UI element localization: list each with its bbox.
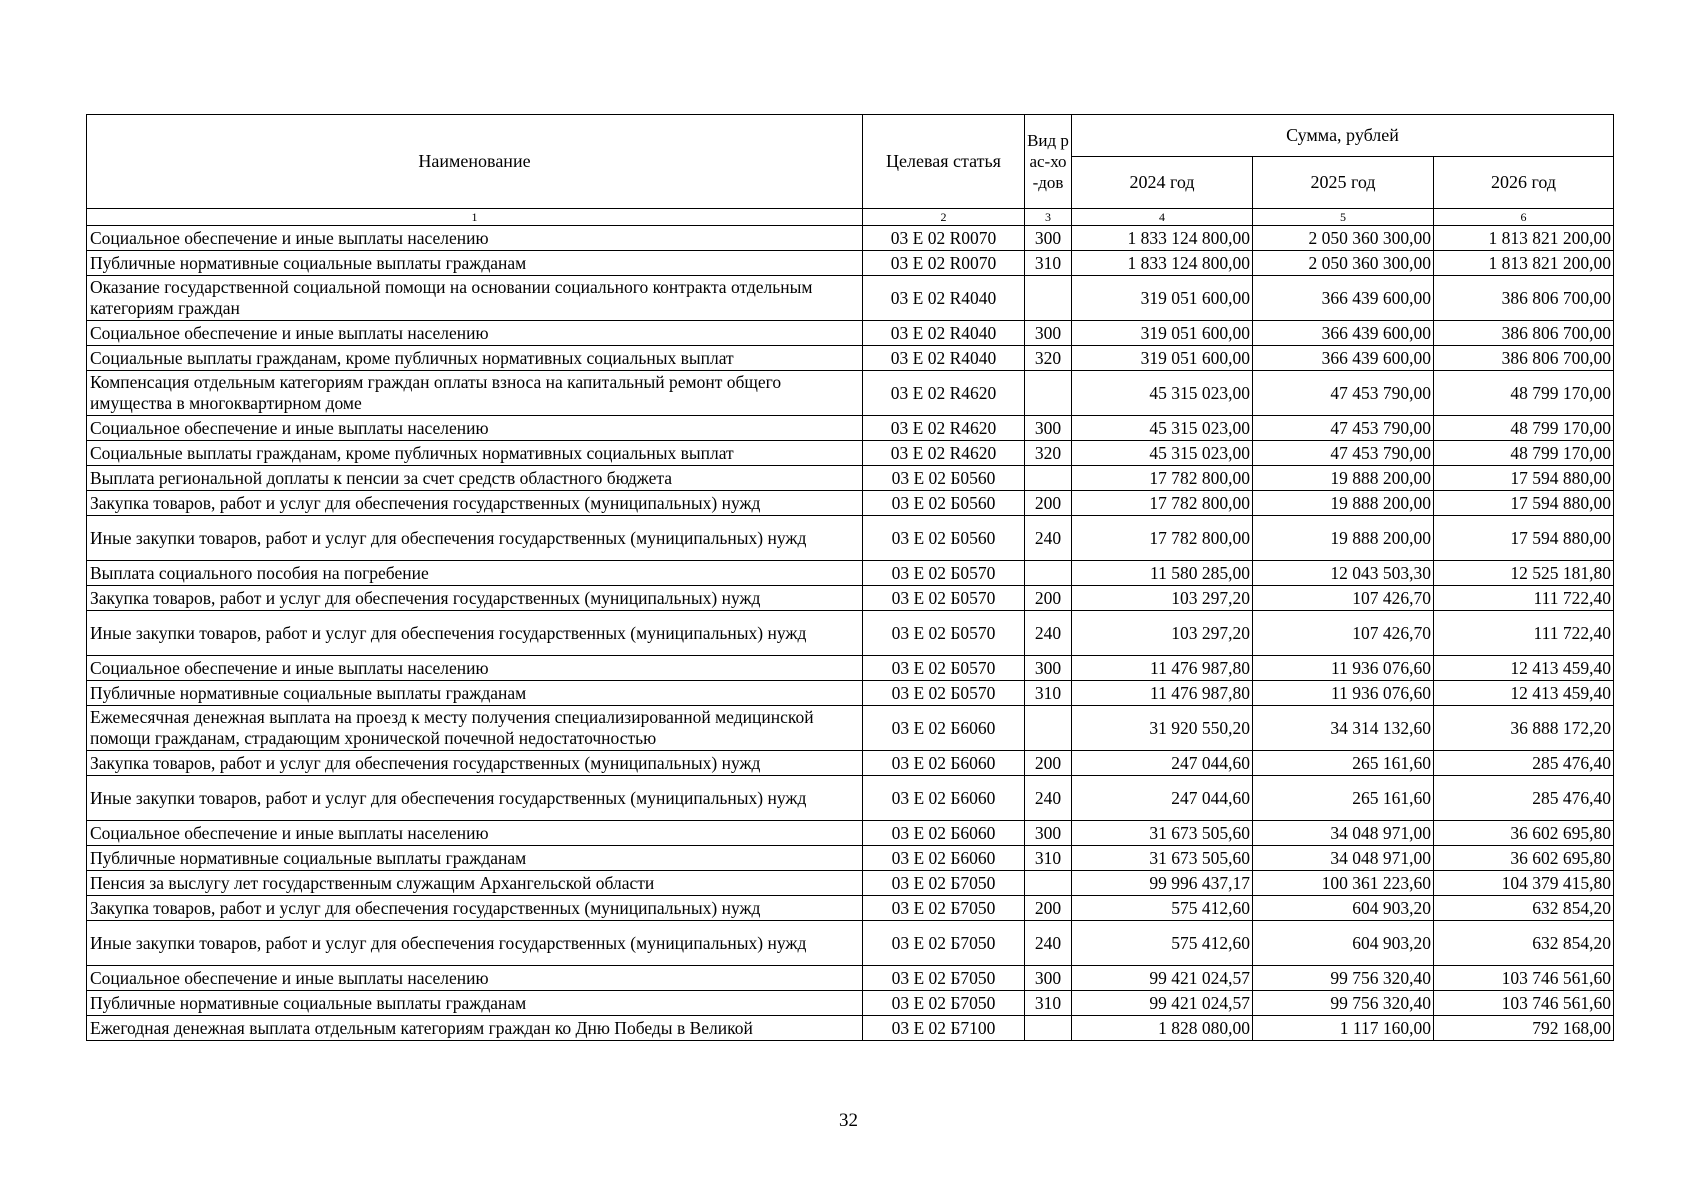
table-row: [87, 371, 1614, 416]
budget-table: [86, 114, 1614, 1041]
row-sum-2026-cell: 111 722,40: [1434, 611, 1614, 656]
col-number-6: 6: [1434, 209, 1614, 226]
row-expense-type-cell: 200: [1025, 751, 1072, 776]
row-expense-type-cell: 240: [1025, 921, 1072, 966]
row-sum-2025-cell: 604 903,20: [1253, 921, 1434, 966]
row-sum-2024-cell: 45 315 023,00: [1072, 371, 1253, 416]
row-sum-2025-cell: 19 888 200,00: [1253, 466, 1434, 491]
row-target-article-cell: 03 Е 02 R4040: [863, 276, 1025, 321]
row-expense-type-cell: [1025, 871, 1072, 896]
row-sum-2025-cell: 1 117 160,00: [1253, 1016, 1434, 1041]
row-sum-2025-cell: 11 936 076,60: [1253, 656, 1434, 681]
row-sum-2024-cell: 575 412,60: [1072, 896, 1253, 921]
row-name-cell: Пенсия за выслугу лет государственным служащим Архангельской области: [87, 871, 863, 896]
row-name-cell: Социальные выплаты гражданам, кроме публичных нормативных социальных выплат: [87, 441, 863, 466]
row-sum-2024-cell: 247 044,60: [1072, 776, 1253, 821]
row-target-article-cell: 03 Е 02 Б0560: [863, 516, 1025, 561]
header-year-2026: 2026 год: [1434, 157, 1614, 209]
row-target-article-cell: 03 Е 02 Б0570: [863, 656, 1025, 681]
row-name-cell: Публичные нормативные социальные выплаты гражданам: [87, 991, 863, 1016]
table-row: [87, 491, 1614, 516]
row-expense-type-cell: 300: [1025, 321, 1072, 346]
row-sum-2026-cell: 17 594 880,00: [1434, 516, 1614, 561]
row-sum-2026-cell: 103 746 561,60: [1434, 991, 1614, 1016]
col-number-1: 1: [87, 209, 863, 226]
row-sum-2024-cell: 17 782 800,00: [1072, 491, 1253, 516]
row-sum-2026-cell: 17 594 880,00: [1434, 491, 1614, 516]
row-sum-2026-cell: 285 476,40: [1434, 776, 1614, 821]
row-name-cell: Социальное обеспечение и иные выплаты населению: [87, 226, 863, 251]
table-row: [87, 586, 1614, 611]
row-sum-2026-cell: 386 806 700,00: [1434, 346, 1614, 371]
row-sum-2025-cell: 47 453 790,00: [1253, 416, 1434, 441]
col-number-4: 4: [1072, 209, 1253, 226]
table-row: [87, 226, 1614, 251]
row-sum-2024-cell: 11 476 987,80: [1072, 681, 1253, 706]
row-target-article-cell: 03 Е 02 R4040: [863, 321, 1025, 346]
row-name-cell: Социальное обеспечение и иные выплаты населению: [87, 656, 863, 681]
row-sum-2024-cell: 45 315 023,00: [1072, 441, 1253, 466]
header-sum: Сумма, рублей: [1072, 115, 1614, 157]
row-name-cell: Закупка товаров, работ и услуг для обеспечения государственных (муниципальных) нужд: [87, 586, 863, 611]
row-target-article-cell: 03 Е 02 R0070: [863, 251, 1025, 276]
row-name-cell: Выплата социального пособия на погребение: [87, 561, 863, 586]
row-sum-2025-cell: 47 453 790,00: [1253, 441, 1434, 466]
row-name-cell: Социальные выплаты гражданам, кроме публичных нормативных социальных выплат: [87, 346, 863, 371]
row-target-article-cell: 03 Е 02 Б7050: [863, 921, 1025, 966]
row-sum-2024-cell: 575 412,60: [1072, 921, 1253, 966]
row-sum-2025-cell: 19 888 200,00: [1253, 491, 1434, 516]
row-target-article-cell: 03 Е 02 Б7050: [863, 966, 1025, 991]
row-target-article-cell: 03 Е 02 R4620: [863, 441, 1025, 466]
row-name-cell: Ежемесячная денежная выплата на проезд к месту получения специализированной медицинской помощи гражданам, страдающим хронической почечной недостаточностью: [87, 706, 863, 751]
row-expense-type-cell: 240: [1025, 611, 1072, 656]
row-target-article-cell: 03 Е 02 Б7050: [863, 991, 1025, 1016]
header-expense-type: Вид рас-хо-дов: [1025, 115, 1072, 209]
row-expense-type-cell: 300: [1025, 656, 1072, 681]
row-sum-2026-cell: 285 476,40: [1434, 751, 1614, 776]
header-year-2024: 2024 год: [1072, 157, 1253, 209]
row-expense-type-cell: 320: [1025, 441, 1072, 466]
row-expense-type-cell: 310: [1025, 846, 1072, 871]
col-number-3: 3: [1025, 209, 1072, 226]
table-row: [87, 346, 1614, 371]
row-sum-2025-cell: 604 903,20: [1253, 896, 1434, 921]
col-number-5: 5: [1253, 209, 1434, 226]
row-sum-2024-cell: 17 782 800,00: [1072, 466, 1253, 491]
row-sum-2025-cell: 19 888 200,00: [1253, 516, 1434, 561]
row-name-cell: Социальное обеспечение и иные выплаты населению: [87, 821, 863, 846]
header-target-article: [863, 115, 1025, 209]
row-target-article-cell: 03 Е 02 Б6060: [863, 846, 1025, 871]
table-row: [87, 871, 1614, 896]
row-expense-type-cell: 240: [1025, 776, 1072, 821]
table-row: [87, 561, 1614, 586]
row-target-article-cell: 03 Е 02 Б0570: [863, 586, 1025, 611]
row-name-cell: Иные закупки товаров, работ и услуг для обеспечения государственных (муниципальных) нужд: [87, 611, 863, 656]
row-sum-2026-cell: 36 602 695,80: [1434, 846, 1614, 871]
row-sum-2025-cell: 366 439 600,00: [1253, 276, 1434, 321]
row-sum-2026-cell: 48 799 170,00: [1434, 441, 1614, 466]
row-target-article-cell: 03 Е 02 R4620: [863, 416, 1025, 441]
table-row: [87, 1016, 1614, 1041]
row-expense-type-cell: 310: [1025, 681, 1072, 706]
row-expense-type-cell: 300: [1025, 966, 1072, 991]
row-sum-2024-cell: 1 833 124 800,00: [1072, 226, 1253, 251]
row-sum-2026-cell: 12 413 459,40: [1434, 656, 1614, 681]
row-expense-type-cell: [1025, 561, 1072, 586]
row-expense-type-cell: 300: [1025, 821, 1072, 846]
row-sum-2025-cell: 47 453 790,00: [1253, 371, 1434, 416]
row-sum-2024-cell: 103 297,20: [1072, 586, 1253, 611]
row-sum-2025-cell: 11 936 076,60: [1253, 681, 1434, 706]
row-sum-2026-cell: 12 525 181,80: [1434, 561, 1614, 586]
table-row: [87, 251, 1614, 276]
row-sum-2025-cell: 107 426,70: [1253, 611, 1434, 656]
row-sum-2025-cell: 99 756 320,40: [1253, 991, 1434, 1016]
row-expense-type-cell: [1025, 466, 1072, 491]
row-target-article-cell: 03 Е 02 Б6060: [863, 821, 1025, 846]
table-row: [87, 921, 1614, 966]
row-expense-type-cell: 240: [1025, 516, 1072, 561]
row-expense-type-cell: [1025, 1016, 1072, 1041]
row-name-cell: Публичные нормативные социальные выплаты гражданам: [87, 251, 863, 276]
row-name-cell: Социальное обеспечение и иные выплаты населению: [87, 966, 863, 991]
row-name-cell: Выплата региональной доплаты к пенсии за счет средств областного бюджета: [87, 466, 863, 491]
table-row: [87, 466, 1614, 491]
table-body: [87, 226, 1614, 1041]
row-expense-type-cell: 300: [1025, 226, 1072, 251]
row-sum-2024-cell: 319 051 600,00: [1072, 321, 1253, 346]
table-row: [87, 276, 1614, 321]
table-row: [87, 846, 1614, 871]
row-sum-2025-cell: 100 361 223,60: [1253, 871, 1434, 896]
row-expense-type-cell: 300: [1025, 416, 1072, 441]
row-expense-type-cell: 310: [1025, 251, 1072, 276]
row-sum-2024-cell: 319 051 600,00: [1072, 276, 1253, 321]
row-expense-type-cell: [1025, 276, 1072, 321]
row-target-article-cell: 03 Е 02 Б7050: [863, 896, 1025, 921]
row-sum-2026-cell: 36 602 695,80: [1434, 821, 1614, 846]
row-expense-type-cell: 200: [1025, 491, 1072, 516]
row-name-cell: Публичные нормативные социальные выплаты гражданам: [87, 846, 863, 871]
row-sum-2026-cell: 111 722,40: [1434, 586, 1614, 611]
table-row: [87, 706, 1614, 751]
row-sum-2026-cell: 792 168,00: [1434, 1016, 1614, 1041]
header-target-label: Целевая статья: [886, 151, 1001, 171]
row-target-article-cell: 03 Е 02 R4620: [863, 371, 1025, 416]
row-sum-2024-cell: 103 297,20: [1072, 611, 1253, 656]
page-number: 32: [839, 1110, 858, 1131]
row-target-article-cell: 03 Е 02 Б7050: [863, 871, 1025, 896]
row-sum-2025-cell: 366 439 600,00: [1253, 346, 1434, 371]
row-sum-2026-cell: 48 799 170,00: [1434, 416, 1614, 441]
row-expense-type-cell: 200: [1025, 896, 1072, 921]
row-name-cell: Иные закупки товаров, работ и услуг для обеспечения государственных (муниципальных) нужд: [87, 516, 863, 561]
row-sum-2025-cell: 34 314 132,60: [1253, 706, 1434, 751]
row-sum-2025-cell: 34 048 971,00: [1253, 821, 1434, 846]
row-target-article-cell: 03 Е 02 Б0560: [863, 466, 1025, 491]
budget-table-page: [86, 114, 1613, 1041]
row-sum-2026-cell: 103 746 561,60: [1434, 966, 1614, 991]
row-sum-2024-cell: 31 920 550,20: [1072, 706, 1253, 751]
row-sum-2026-cell: 386 806 700,00: [1434, 276, 1614, 321]
row-sum-2024-cell: 17 782 800,00: [1072, 516, 1253, 561]
table-row: [87, 776, 1614, 821]
row-sum-2024-cell: 247 044,60: [1072, 751, 1253, 776]
row-name-cell: Компенсация отдельным категориям граждан оплаты взноса на капитальный ремонт общего имущества в многоквартирном доме: [87, 371, 863, 416]
row-sum-2025-cell: 366 439 600,00: [1253, 321, 1434, 346]
row-sum-2025-cell: 2 050 360 300,00: [1253, 251, 1434, 276]
col-number-2: 2: [863, 209, 1025, 226]
row-target-article-cell: 03 Е 02 Б7100: [863, 1016, 1025, 1041]
row-target-article-cell: 03 Е 02 Б0570: [863, 681, 1025, 706]
row-sum-2024-cell: 11 580 285,00: [1072, 561, 1253, 586]
header-year-2025: 2025 год: [1253, 157, 1434, 209]
row-expense-type-cell: [1025, 706, 1072, 751]
table-row: [87, 656, 1614, 681]
row-target-article-cell: 03 Е 02 Б6060: [863, 776, 1025, 821]
table-row: [87, 896, 1614, 921]
row-name-cell: Социальное обеспечение и иные выплаты населению: [87, 416, 863, 441]
row-name-cell: Закупка товаров, работ и услуг для обеспечения государственных (муниципальных) нужд: [87, 896, 863, 921]
row-sum-2026-cell: 17 594 880,00: [1434, 466, 1614, 491]
row-sum-2025-cell: 265 161,60: [1253, 751, 1434, 776]
row-name-cell: Публичные нормативные социальные выплаты гражданам: [87, 681, 863, 706]
row-expense-type-cell: 310: [1025, 991, 1072, 1016]
row-sum-2024-cell: 31 673 505,60: [1072, 846, 1253, 871]
table-row: [87, 966, 1614, 991]
table-row: [87, 321, 1614, 346]
row-expense-type-cell: [1025, 371, 1072, 416]
table-row: [87, 441, 1614, 466]
table-row: [87, 751, 1614, 776]
row-sum-2025-cell: 107 426,70: [1253, 586, 1434, 611]
row-sum-2024-cell: 11 476 987,80: [1072, 656, 1253, 681]
row-target-article-cell: 03 Е 02 Б6060: [863, 706, 1025, 751]
row-sum-2024-cell: 1 828 080,00: [1072, 1016, 1253, 1041]
row-sum-2024-cell: 99 996 437,17: [1072, 871, 1253, 896]
row-sum-2026-cell: 104 379 415,80: [1434, 871, 1614, 896]
table-row: [87, 681, 1614, 706]
table-row: [87, 516, 1614, 561]
row-sum-2026-cell: 632 854,20: [1434, 921, 1614, 966]
row-name-cell: Закупка товаров, работ и услуг для обеспечения государственных (муниципальных) нужд: [87, 491, 863, 516]
header-name: Наименование: [87, 115, 863, 209]
row-sum-2024-cell: 319 051 600,00: [1072, 346, 1253, 371]
row-sum-2024-cell: 99 421 024,57: [1072, 991, 1253, 1016]
row-sum-2026-cell: 12 413 459,40: [1434, 681, 1614, 706]
row-name-cell: Иные закупки товаров, работ и услуг для обеспечения государственных (муниципальных) нужд: [87, 921, 863, 966]
table-row: [87, 611, 1614, 656]
row-sum-2024-cell: 1 833 124 800,00: [1072, 251, 1253, 276]
row-sum-2024-cell: 45 315 023,00: [1072, 416, 1253, 441]
row-sum-2026-cell: 36 888 172,20: [1434, 706, 1614, 751]
row-name-cell: Социальное обеспечение и иные выплаты населению: [87, 321, 863, 346]
row-target-article-cell: 03 Е 02 Б0560: [863, 491, 1025, 516]
row-sum-2026-cell: 1 813 821 200,00: [1434, 251, 1614, 276]
row-target-article-cell: 03 Е 02 R4040: [863, 346, 1025, 371]
row-sum-2025-cell: 265 161,60: [1253, 776, 1434, 821]
row-expense-type-cell: 200: [1025, 586, 1072, 611]
row-sum-2024-cell: 99 421 024,57: [1072, 966, 1253, 991]
row-expense-type-cell: 320: [1025, 346, 1072, 371]
row-target-article-cell: 03 Е 02 Б6060: [863, 751, 1025, 776]
row-sum-2026-cell: 1 813 821 200,00: [1434, 226, 1614, 251]
row-name-cell: Иные закупки товаров, работ и услуг для обеспечения государственных (муниципальных) нужд: [87, 776, 863, 821]
table-row: [87, 821, 1614, 846]
row-target-article-cell: 03 Е 02 Б0570: [863, 611, 1025, 656]
row-sum-2026-cell: 48 799 170,00: [1434, 371, 1614, 416]
row-sum-2025-cell: 34 048 971,00: [1253, 846, 1434, 871]
row-sum-2026-cell: 386 806 700,00: [1434, 321, 1614, 346]
table-row: [87, 991, 1614, 1016]
row-sum-2024-cell: 31 673 505,60: [1072, 821, 1253, 846]
row-name-cell: Ежегодная денежная выплата отдельным категориям граждан ко Дню Победы в Великой: [87, 1016, 863, 1041]
row-target-article-cell: 03 Е 02 R0070: [863, 226, 1025, 251]
row-name-cell: Закупка товаров, работ и услуг для обеспечения государственных (муниципальных) нужд: [87, 751, 863, 776]
row-name-cell: Оказание государственной социальной помощи на основании социального контракта отдельным категориям граждан: [87, 276, 863, 321]
table-row: [87, 416, 1614, 441]
row-sum-2025-cell: 2 050 360 300,00: [1253, 226, 1434, 251]
row-sum-2025-cell: 12 043 503,30: [1253, 561, 1434, 586]
row-sum-2026-cell: 632 854,20: [1434, 896, 1614, 921]
row-target-article-cell: 03 Е 02 Б0570: [863, 561, 1025, 586]
row-sum-2025-cell: 99 756 320,40: [1253, 966, 1434, 991]
